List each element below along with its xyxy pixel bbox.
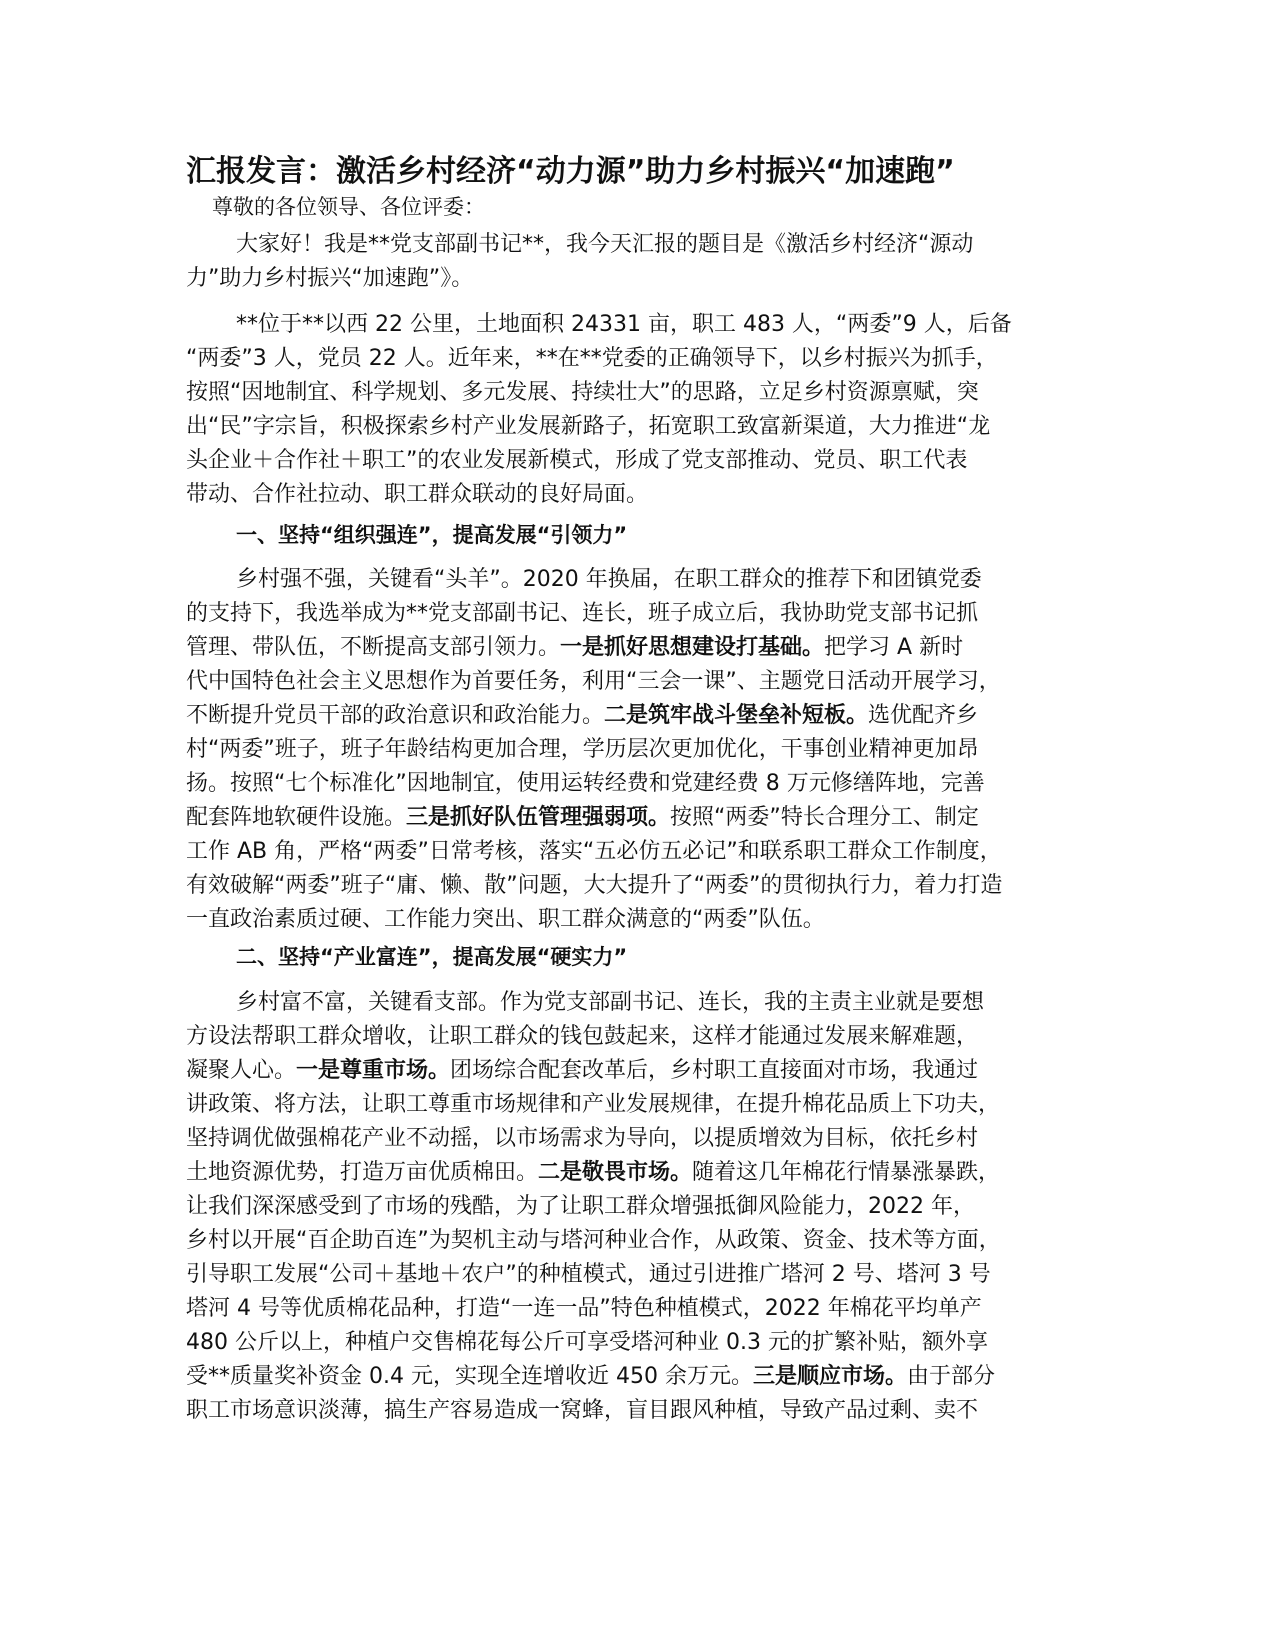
emphasis: 一是抓好思想建设打基础。 (560, 635, 825, 660)
text-line: 村“两委”班子，班子年龄结构更加合理，学历层次更加优化，干事创业精神更加昂 (186, 737, 979, 762)
emphasis: 三是顺应市场。 (752, 1364, 907, 1389)
text-line: 讲政策、将方法，让职工尊重市场规律和产业发展规律，在提升棉花品质上下功夫， (186, 1092, 1001, 1117)
text-line: 有效破解“两委”班子“庸、懒、散”问题，大大提升了“两委”的贯彻执行力，着力打造 (186, 873, 1003, 898)
text-line: 配套阵地软硬件设施。三是抓好队伍管理强弱项。按照“两委”特长合理分工、制定 (186, 805, 979, 830)
text-line: 力”助力乡村振兴“加速跑”》。 (186, 266, 474, 291)
document-title: 汇报发言：激活乡村经济“动力源”助力乡村振兴“加速跑” (186, 154, 955, 189)
text-line: 受**质量奖补资金 0.4 元，实现全连增收近 450 余万元。三是顺应市场。由于部分 (186, 1364, 995, 1389)
text-line: 代中国特色社会主义思想作为首要任务，利用“三会一课”、主题党日活动开展学习， (186, 669, 1001, 694)
intro-paragraph (186, 228, 1076, 296)
text-line: 让我们深深感受到了市场的残酷，为了让职工群众增强抵御风险能力，2022 年， (186, 1194, 975, 1219)
text-line: 扬。按照“七个标准化”因地制宜，使用运转经费和党建经费 8 万元修缮阵地，完善 (186, 771, 985, 796)
overview-paragraph (186, 308, 1076, 512)
text-line: 乡村以开展“百企助百连”为契机主动与塔河种业合作，从政策、资金、技术等方面， (186, 1228, 1001, 1253)
greeting: 尊敬的各位领导、各位评委： (212, 195, 485, 219)
text-line: 按照“因地制宜、科学规划、多元发展、持续壮大”的思路，立足乡村资源禀赋，突 (186, 380, 979, 405)
text-line: 出“民”字宗旨，积极探索乡村产业发展新路子，拓宽职工致富新渠道，大力推进“龙 (186, 414, 991, 439)
text-line: 塔河 4 号等优质棉花品种，打造“一连一品”特色种植模式，2022 年棉花平均单产 (186, 1296, 982, 1321)
text-line: 乡村强不强，关键看“头羊”。2020 年换届，在职工群众的推荐下和团镇党委 (236, 567, 982, 592)
emphasis: 二是筑牢战斗堡垒补短板。 (604, 703, 869, 728)
text-line: 乡村富不富，关键看支部。作为党支部副书记、连长，我的主责主业就是要想 (236, 990, 985, 1015)
section-heading-2: 二、坚持“产业富连”，提高发展“硬实力” (236, 945, 628, 969)
text-line: 管理、带队伍，不断提高支部引领力。一是抓好思想建设打基础。把学习 A 新时 (186, 635, 964, 660)
text-line: 工作 AB 角，严格“两委”日常考核，落实“五必仿五必记”和联系职工群众工作制度， (186, 839, 1002, 864)
text-line: 带动、合作社拉动、职工群众联动的良好局面。 (186, 482, 649, 507)
text-line: 引导职工发展“公司＋基地＋农户”的种植模式，通过引进推广塔河 2 号、塔河 3 号 (186, 1262, 991, 1287)
emphasis: 三是抓好队伍管理强弱项。 (406, 805, 671, 830)
text-line: 不断提升党员干部的政治意识和政治能力。二是筑牢战斗堡垒补短板。选优配齐乡 (186, 703, 979, 728)
text-line: 480 公斤以上，种植户交售棉花每公斤可享受塔河种业 0.3 元的扩繁补贴，额外享 (186, 1330, 988, 1355)
emphasis: 一是尊重市场。 (296, 1058, 451, 1083)
text-line: **位于**以西 22 公里，土地面积 24331 亩，职工 483 人，“两委”9 人，后备 (236, 312, 1012, 337)
text-line: 一直政治素质过硬、工作能力突出、职工群众满意的“两委”队伍。 (186, 907, 825, 932)
emphasis: 二是敬畏市场。 (538, 1160, 693, 1185)
text-line: 大家好！我是**党支部副书记**，我今天汇报的题目是《激活乡村经济“源动 (236, 232, 974, 257)
section2-paragraph (186, 986, 1076, 1428)
text-line: 方设法帮职工群众增收，让职工群众的钱包鼓起来，这样才能通过发展来解难题， (186, 1024, 979, 1049)
text-line: 职工市场意识淡薄，搞生产容易造成一窝蜂，盲目跟风种植，导致产品过剩、卖不 (186, 1398, 979, 1423)
text-line: 头企业＋合作社＋职工”的农业发展新模式，形成了党支部推动、党员、职工代表 (186, 448, 968, 473)
text-line: 土地资源优势，打造万亩优质棉田。二是敬畏市场。随着这几年棉花行情暴涨暴跌， (186, 1160, 1001, 1185)
section-heading-1: 一、坚持“组织强连”，提高发展“引领力” (236, 523, 628, 547)
text-line: 坚持调优做强棉花产业不动摇，以市场需求为导向，以提质增效为目标，依托乡村 (186, 1126, 979, 1151)
text-line: 凝聚人心。一是尊重市场。团场综合配套改革后，乡村职工直接面对市场，我通过 (186, 1058, 979, 1083)
section1-paragraph (186, 563, 1076, 937)
text-line: 的支持下，我选举成为**党支部副书记、连长，班子成立后，我协助党支部书记抓 (186, 601, 979, 626)
text-line: “两委”3 人，党员 22 人。近年来，**在**党委的正确领导下，以乡村振兴为抓手， (186, 346, 998, 371)
